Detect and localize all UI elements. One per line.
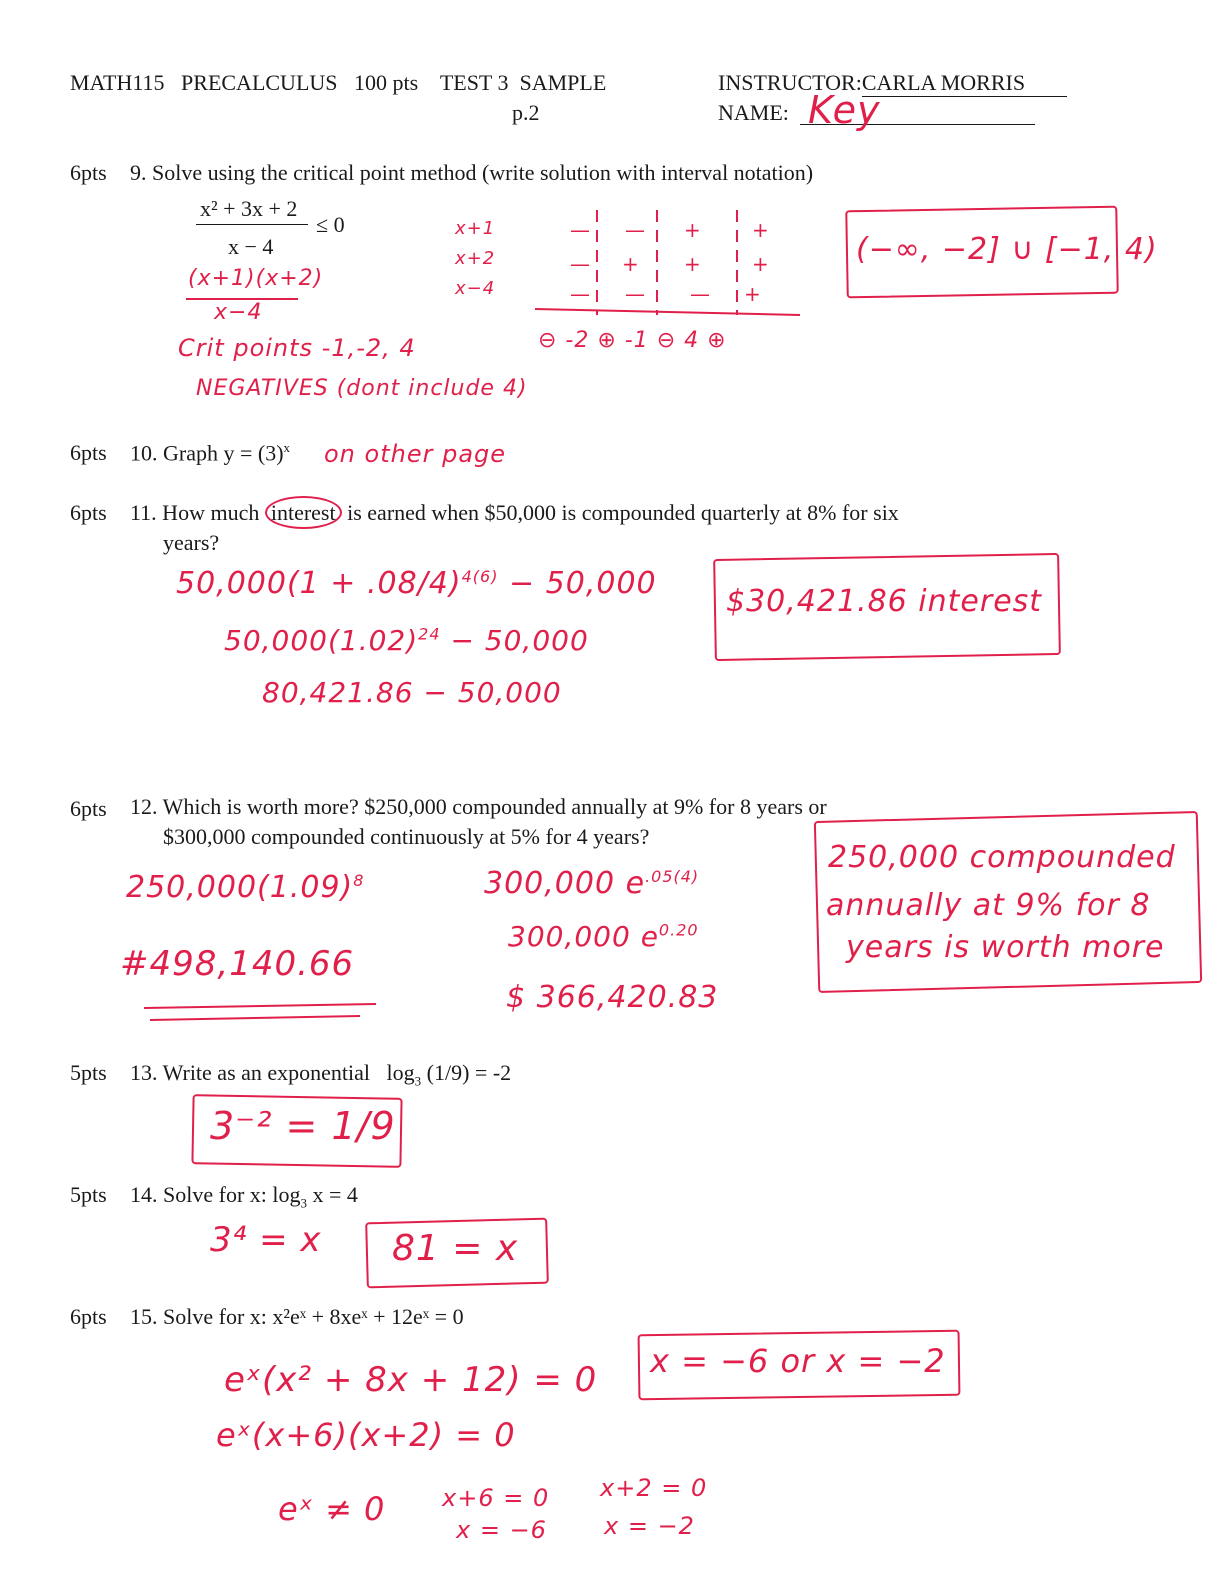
instructor-label: INSTRUCTOR:: [718, 70, 862, 95]
q13-log-arg: (1/9) = -2: [421, 1060, 512, 1085]
test-sample: SAMPLE: [519, 70, 607, 95]
q14-prompt-rest: x = 4: [307, 1182, 358, 1207]
q12-right-base2: 300,000 e: [508, 920, 659, 953]
q11-work-exp1: 4(6): [461, 567, 499, 586]
q9-sign: —: [690, 282, 711, 306]
q12-answer-line3: years is worth more: [846, 930, 1165, 965]
q13-prompt: [130, 1060, 511, 1089]
q12-right-base1: 300,000 e: [484, 866, 646, 901]
q11-work-minus: − 50,000: [508, 566, 657, 601]
q12-answer-line2: annually at 9% for 8: [826, 888, 1151, 923]
q15-work-line2: eˣ(x+6)(x+2) = 0: [216, 1416, 516, 1454]
q15-points: 6pts: [70, 1304, 107, 1329]
q9-sign: —: [625, 218, 646, 242]
q12-right-work-line1: [484, 866, 699, 901]
q15-work-line3: eˣ ≠ 0: [278, 1490, 386, 1528]
q12-points: 6pts: [70, 796, 107, 821]
q9-numerator: x² + 3x + 2: [200, 196, 298, 221]
q11-prompt-line2: years?: [163, 530, 220, 555]
q10-prompt: [130, 440, 290, 466]
q9-fraction-bar: [196, 224, 308, 225]
name-value: Key: [808, 88, 881, 132]
q12-left-underline: [140, 998, 380, 1028]
q11-prompt: [130, 500, 899, 526]
q9-prompt: 9. Solve using the critical point method (write solution with interval notation): [130, 160, 814, 185]
q13-log: log: [386, 1060, 415, 1085]
q15-work-line1: eˣ(x² + 8x + 12) = 0: [224, 1360, 598, 1400]
q13-answer: 3⁻² = 1/9: [210, 1104, 396, 1148]
q15-work-line5: x = −6: [456, 1516, 547, 1544]
q9-sign-chart-lines: [530, 205, 810, 325]
q11-work-base1: 50,000(1 + .08/4): [176, 566, 462, 601]
q12-right-result: $ 366,420.83: [506, 980, 719, 1015]
q9-sign: —: [570, 282, 591, 306]
q9-relation: ≤ 0: [316, 212, 345, 237]
q11-work-exp2: 24: [418, 624, 441, 644]
q9-work-num: (x+1)(x+2): [188, 266, 324, 291]
header-course: [70, 70, 606, 96]
q9-work-den: x−4: [214, 300, 263, 325]
q12-left-base: 250,000(1.09): [126, 870, 354, 905]
q9-sign: +: [744, 282, 762, 306]
q9-crit-points: Crit points -1,-2, 4: [178, 334, 416, 362]
q11-work-line1: [176, 566, 657, 601]
page-number: p.2: [512, 100, 540, 125]
q14-points: 5pts: [70, 1182, 107, 1207]
q10-note: on other page: [324, 440, 507, 468]
q13-points: 5pts: [70, 1060, 107, 1085]
q9-answer: (−∞, −2] ∪ [−1, 4): [856, 232, 1158, 267]
q11-answer: $30,421.86 interest: [726, 584, 1043, 619]
q12-left-work-line1: [126, 870, 364, 905]
q9-sign: —: [625, 282, 646, 306]
q9-sign: —: [570, 252, 591, 276]
instructor-line: [718, 70, 1067, 97]
q12-right-exp2: 0.20: [658, 920, 699, 940]
name-label: NAME:: [718, 100, 789, 125]
q14-work: 3⁴ = x: [210, 1220, 322, 1260]
q9-row-label: x−4: [455, 278, 496, 299]
q14-prompt: [130, 1182, 358, 1211]
course-points: 100 pts: [354, 70, 419, 95]
q9-row-label: x+2: [455, 248, 496, 269]
q11-circled-word: interest: [265, 496, 342, 529]
q9-sign: +: [752, 218, 770, 242]
q10-exponent: x: [283, 440, 291, 455]
q15-work-line4: x+6 = 0: [442, 1484, 550, 1512]
q14-prompt-text: 14. Solve for x: log: [130, 1182, 301, 1207]
q11-work-minus2: − 50,000: [450, 624, 589, 657]
q9-points: 6pts: [70, 160, 107, 185]
q9-sign: +: [622, 252, 640, 276]
q11-work-line2: [224, 624, 589, 657]
q15-work-line6: x+2 = 0: [600, 1474, 708, 1502]
test-number: TEST 3: [439, 70, 509, 95]
q11-work-line3: 80,421.86 − 50,000: [262, 676, 562, 709]
q11-prompt-before: 11. How much: [130, 500, 260, 525]
q15-work-line7: x = −2: [604, 1512, 695, 1540]
instructor-name: CARLA MORRIS: [862, 70, 1067, 97]
q11-work-base2: 50,000(1.02): [224, 624, 419, 657]
name-line: [718, 100, 789, 126]
course-subject: PRECALCULUS: [181, 70, 338, 95]
q10-points: 6pts: [70, 440, 107, 465]
course-code: MATH115: [70, 70, 165, 95]
q12-left-exp: 8: [353, 871, 365, 890]
q14-answer: 81 = x: [392, 1228, 519, 1269]
q9-denominator: x − 4: [228, 234, 274, 259]
q12-prompt-line1: 12. Which is worth more? $250,000 compounded annually at 9% for 8 years or: [130, 794, 827, 819]
q9-negatives-note: NEGATIVES (dont include 4): [196, 376, 528, 401]
q12-answer-line1: 250,000 compounded: [828, 840, 1176, 875]
q13-log-base: 3: [414, 1073, 422, 1089]
q10-prompt-text: 10. Graph y = (3): [130, 440, 284, 466]
q9-number-line-labels: ⊖ -2 ⊕ -1 ⊖ 4 ⊕: [538, 328, 727, 353]
q11-prompt-after: is earned when $50,000 is compounded quarterly at 8% for six: [347, 500, 899, 525]
q13-prompt-text: 13. Write as an exponential: [130, 1060, 371, 1085]
q15-answer: x = −6 or x = −2: [650, 1342, 946, 1380]
q15-prompt: 15. Solve for x: x²eˣ + 8xeˣ + 12eˣ = 0: [130, 1304, 464, 1329]
q9-row-label: x+1: [455, 218, 496, 239]
q9-sign: +: [684, 252, 702, 276]
q11-points: 6pts: [70, 500, 107, 525]
q12-right-work-line2: [508, 920, 699, 953]
q9-sign: +: [684, 218, 702, 242]
q14-log-base: 3: [300, 1195, 307, 1211]
q9-sign: —: [570, 218, 591, 242]
q12-left-result: #498,140.66: [120, 944, 355, 984]
q9-sign: +: [752, 252, 770, 276]
q12-right-exp1: .05(4): [645, 867, 700, 886]
q12-prompt-line2: $300,000 compounded continuously at 5% for 4 years?: [163, 824, 650, 849]
